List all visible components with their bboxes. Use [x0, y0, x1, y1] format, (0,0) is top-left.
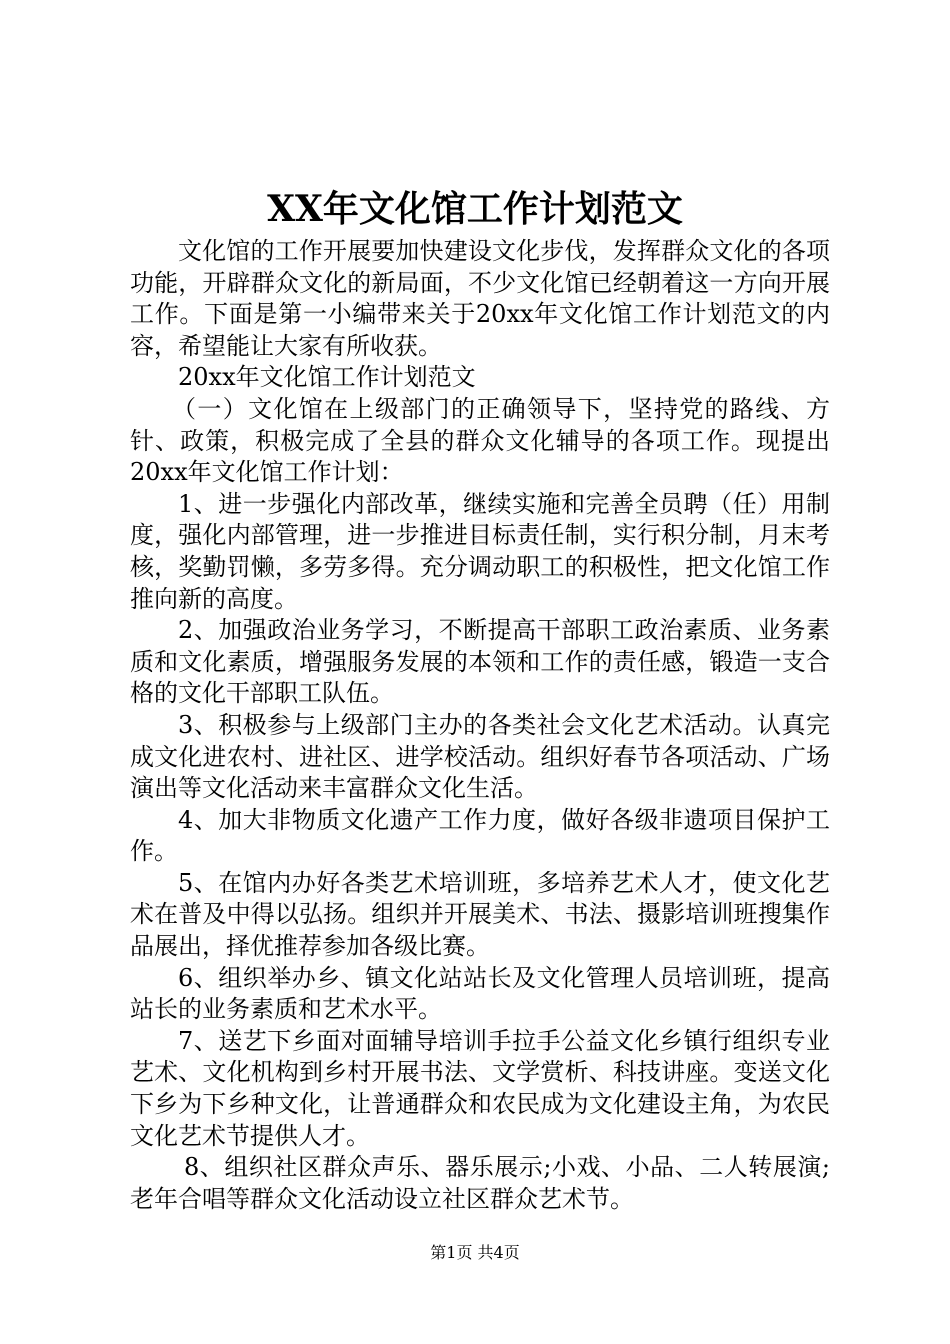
document-body: [130, 236, 830, 1215]
paragraph-item-7: 7、送艺下乡面对面辅导培训手拉手公益文化乡镇行组织专业艺术、文化机构到乡村开展书法、文学赏析、科技讲座。变送文化下乡为下乡种文化，让普通群众和农民成为文化建设主角，为农民文化艺术节提供人才。: [130, 1026, 830, 1150]
paragraph-item-8: 8、组织社区群众声乐、器乐展示;小戏、小品、二人转展演;老年合唱等群众文化活动设立社区群众艺术节。: [130, 1153, 830, 1213]
paragraph-item-2: 2、加强政治业务学习，不断提高干部职工政治素质、业务素质和文化素质，增强服务发展的本领和工作的责任感，锻造一支合格的文化干部职工队伍。: [130, 616, 830, 708]
paragraph-item-6: 6、组织举办乡、镇文化站站长及文化管理人员培训班，提高站长的业务素质和艺术水平。: [130, 963, 830, 1024]
paragraph-item-5: 5、在馆内办好各类艺术培训班，多培养艺术人才，使文化艺术在普及中得以弘扬。组织并开展美术、书法、摄影培训班搜集作品展出，择优推荐参加各级比赛。: [130, 868, 830, 961]
paragraph-item-4: 4、加大非物质文化遗产工作力度，做好各级非遗项目保护工作。: [130, 805, 830, 866]
paragraph-item-3: 3、积极参与上级部门主办的各类社会文化艺术活动。认真完成文化进农村、进社区、进学校活动。组织好春节各项活动、广场演出等文化活动来丰富群众文化生活。: [130, 710, 830, 803]
paragraph-subtitle: 20xx年文化馆工作计划范文: [178, 363, 476, 392]
page-number-footer: 第1页 共4页: [430, 1243, 520, 1262]
document-title: XX年文化馆工作计划范文: [267, 188, 683, 230]
paragraph-section-one: （一）文化馆在上级部门的正确领导下，坚持党的路线、方针、政策，积极完成了全县的群众文化辅导的各项工作。现提出20xx年文化馆工作计划：: [130, 394, 830, 487]
paragraph-intro: 文化馆的工作开展要加快建设文化步伐，发挥群众文化的各项功能，开辟群众文化的新局面，不少文化馆已经朝着这一方向开展工作。下面是第一小编带来关于20xx年文化馆工作计划范文的内容，希望能让大家有所收获。: [130, 237, 830, 360]
paragraph-item-1: 1、进一步强化内部改革，继续实施和完善全员聘（任）用制度，强化内部管理，进一步推进目标责任制，实行积分制，月末考核，奖勤罚懒，多劳多得。充分调动职工的积极性，把文化馆工作推向新的高度。: [130, 489, 830, 613]
